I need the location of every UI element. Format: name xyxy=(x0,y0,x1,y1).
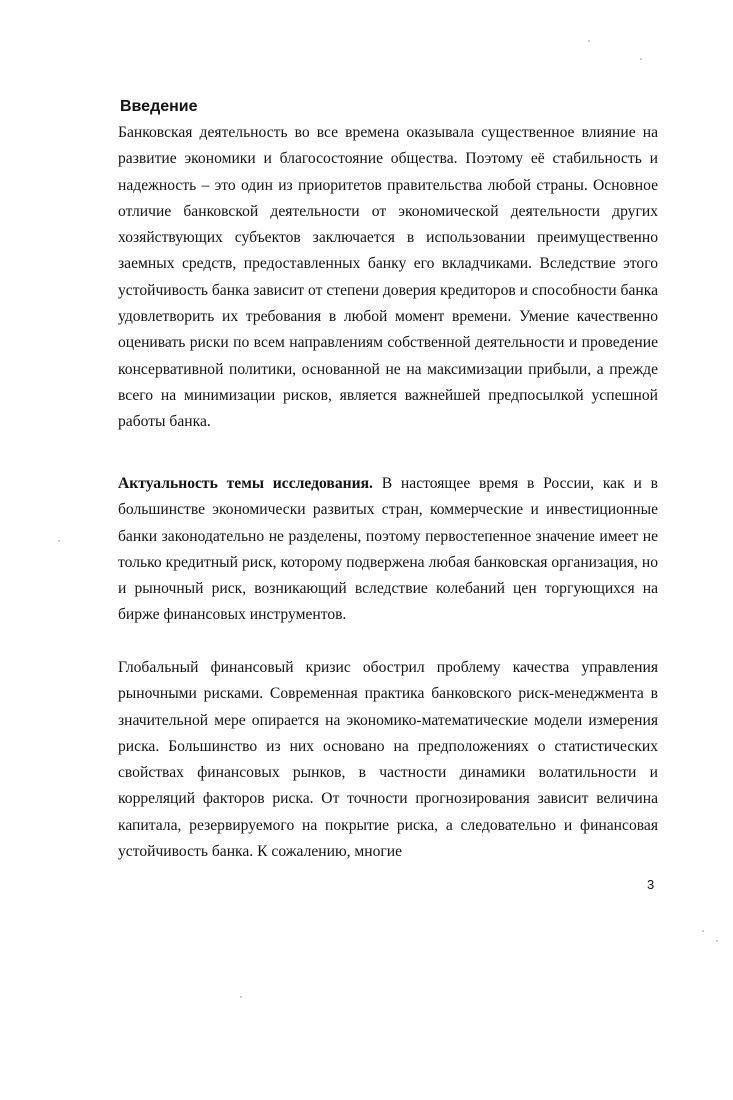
paragraph-text: В настоящее время в России, как и в большинстве экономически развитых стран, коммерческие и инвестиционные банки законодательно не разделены, поэтому первостепенное значение имеет не только кредитный риск, которому подвержена любая банковская организация, но и рыночный риск, возникающий вследствие колебаний цен торгующихся на бирже финансовых инструментов. xyxy=(118,475,658,624)
scan-speck xyxy=(702,930,704,932)
paragraph-text: Глобальный финансовый кризис обострил проблему качества управления рыночными рисками. Современная практика банковского риск-менеджмента в значительной мере опирается на экономико-математические модели измерения риска. Большинство из них основано на предположениях о статистических свойствах финансовых рынков, в частности динамики волатильности и корреляций факторов риска. От точности прогнозирования зависит величина капитала, резервируемого на покрытие риска, а следовательно и финансовая устойчивость банка. К сожалению, многие xyxy=(118,659,658,861)
scan-speck xyxy=(716,940,718,942)
scan-speck xyxy=(240,996,242,998)
paragraph-intro xyxy=(118,120,658,436)
scan-speck xyxy=(58,540,60,542)
scan-speck xyxy=(588,40,590,42)
paragraph-lead-bold: Актуальность темы исследования. xyxy=(118,475,373,492)
paragraph-relevance xyxy=(118,471,658,629)
scan-speck xyxy=(640,58,642,60)
section-heading: Введение xyxy=(120,98,198,115)
page-number: 3 xyxy=(647,877,655,892)
paragraph-crisis xyxy=(118,655,658,865)
paragraph-text: Банковская деятельность во все времена оказывала существенное влияние на развитие экономики и благосостояние общества. Поэтому её стабильность и надежность – это один из приоритетов правительства любой страны. Основное отличие банковской деятельности от экономической деятельности других хозяйствующих субъектов заключается в использовании преимущественно заемных средств, предоставленных банку его вкладчиками. Вследствие этого устойчивость банка зависит от степени доверия кредиторов и способности банка удовлетворить их требования в любой момент времени. Умение качественно оценивать риски по всем направлениям собственной деятельности и проведение консервативной политики, основанной не на максимизации прибыли, а прежде всего на минимизации рисков, является важнейшей предпосылкой успешной работы банка. xyxy=(118,124,658,431)
